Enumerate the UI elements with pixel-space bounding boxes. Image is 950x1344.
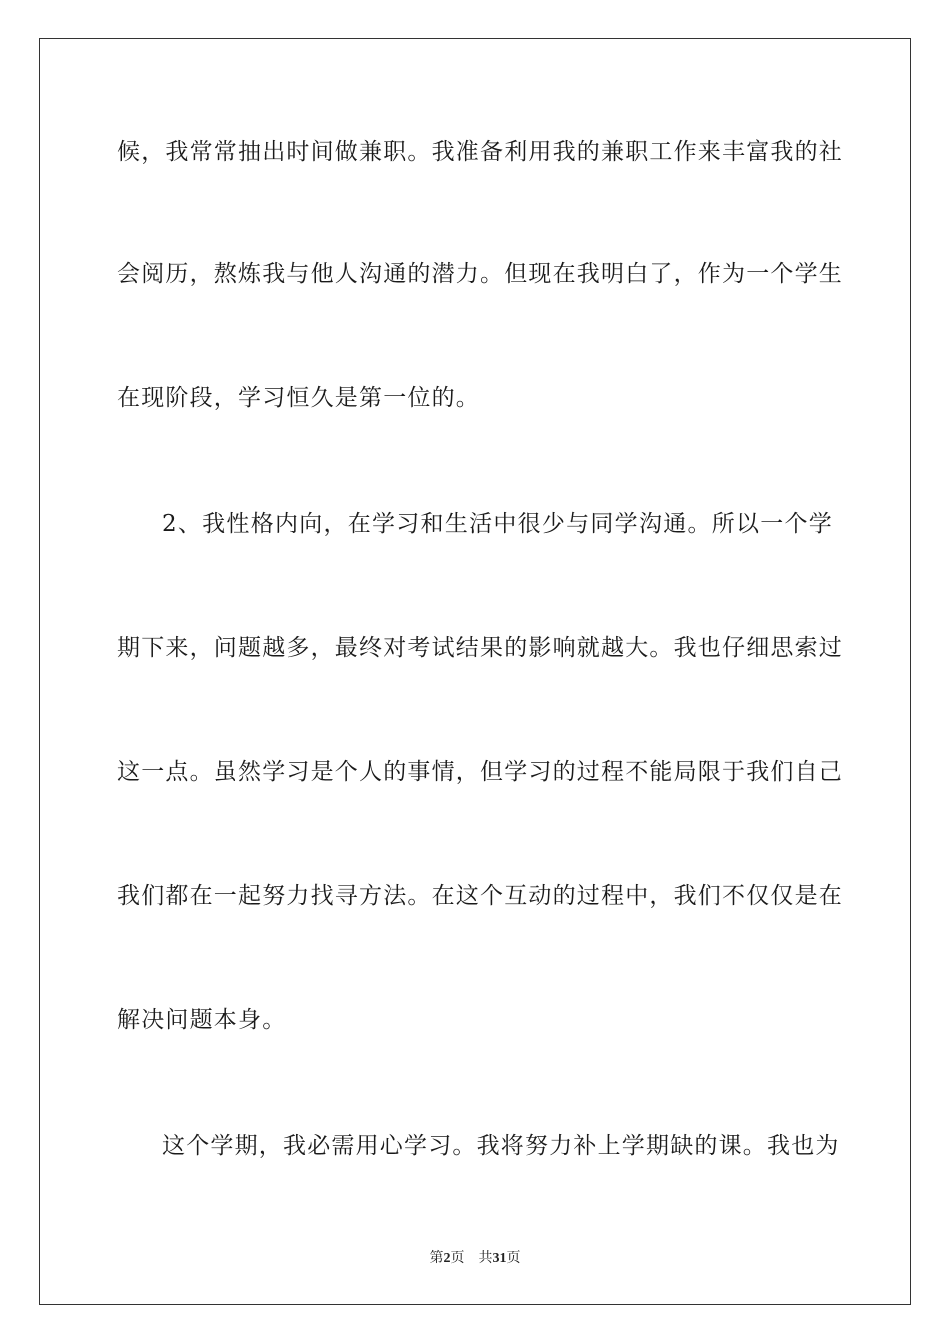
page-border — [39, 38, 911, 1305]
page-footer — [0, 1247, 950, 1267]
body-line-1: 候，我常常抽出时间做兼职。我准备利用我的兼职工作来丰富我的社 — [117, 139, 843, 165]
total-suffix: 页 — [506, 1251, 521, 1266]
body-line-4: 2、我性格内向，在学习和生活中很少与同学沟通。所以一个学 — [162, 511, 833, 537]
body-line-3: 在现阶段，学习恒久是第一位的。 — [117, 385, 480, 411]
body-line-6: 这一点。虽然学习是个人的事情，但学习的过程不能局限于我们自己 — [117, 759, 843, 785]
body-line-5: 期下来，问题越多，最终对考试结果的影响就越大。我也仔细思索过 — [117, 635, 843, 661]
total-prefix: 共 — [478, 1251, 493, 1266]
page-suffix: 页 — [450, 1251, 465, 1266]
page-prefix: 第 — [429, 1251, 444, 1266]
body-line-7: 我们都在一起努力找寻方法。在这个互动的过程中，我们不仅仅是在 — [117, 883, 843, 909]
total-pages: 31 — [492, 1251, 507, 1266]
body-line-8: 解决问题本身。 — [117, 1007, 287, 1033]
page-number: 2 — [443, 1251, 451, 1266]
body-line-9: 这个学期，我必需用心学习。我将努力补上学期缺的课。我也为 — [162, 1133, 840, 1159]
body-line-2: 会阅历，熬炼我与他人沟通的潜力。但现在我明白了，作为一个学生 — [117, 261, 843, 287]
